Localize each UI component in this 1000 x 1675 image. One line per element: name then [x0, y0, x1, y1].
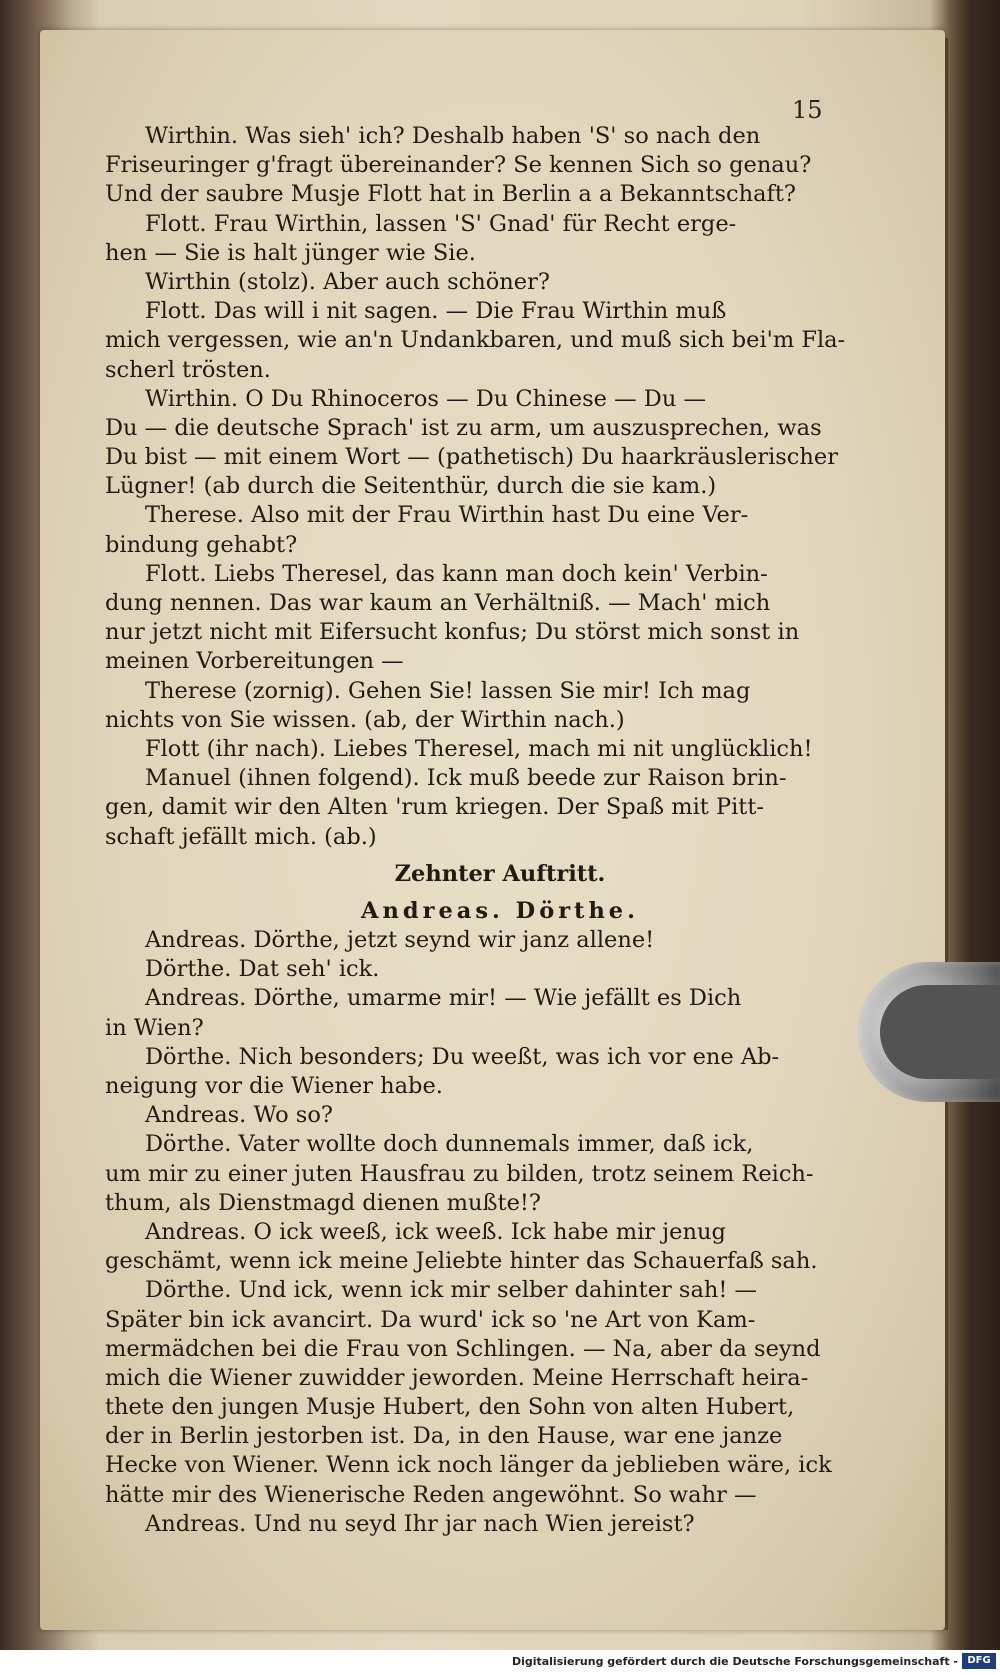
- text-line: Du — die deutsche Sprach' ist zu arm, um auszusprechen, was: [105, 414, 822, 441]
- text-line: hätte mir des Wienerische Reden angewöhnt. So wahr —: [105, 1481, 757, 1508]
- text-line: Und der saubre Musje Flott hat in Berlin a a Bekanntschaft?: [105, 181, 796, 208]
- text-line: Therese. Also mit der Frau Wirthin hast Du eine Ver-: [145, 502, 749, 529]
- text-line: dung nennen. Das war kaum an Verhältniß. — Mach' mich: [105, 590, 771, 616]
- text-line: Dörthe. Dat seh' ick.: [145, 956, 380, 983]
- text-line: der in Berlin jestorben ist. Da, in den Hause, war ene janze: [105, 1423, 783, 1450]
- text-line: nur jetzt nicht mit Eifersucht konfus; Du störst mich sonst in: [105, 619, 800, 646]
- text-line: Später bin ick avancirt. Da wurd' ick so 'ne Art von Kam-: [105, 1306, 756, 1333]
- text-line: scherl trösten.: [105, 356, 271, 383]
- footer-credit: Digitalisierung gefördert durch die Deutsche Forschungsgemeinschaft -: [511, 1655, 958, 1668]
- text-line: neigung vor die Wiener habe.: [105, 1073, 443, 1099]
- text-line: nichts von Sie wissen. (ab, der Wirthin nach.): [105, 706, 625, 733]
- text-line: Andreas. Dörthe, jetzt seynd wir janz allene!: [145, 927, 655, 954]
- text-line: Dörthe. Und ick, wenn ick mir selber dahinter sah! —: [145, 1277, 758, 1304]
- text-line: bindung gehabt?: [105, 531, 298, 558]
- text-line: Manuel (ihnen folgend). Ick muß beede zur Raison brin-: [145, 765, 787, 792]
- text-line: meinen Vorbereitungen —: [105, 648, 404, 675]
- text-line: gen, damit wir den Alten 'rum kriegen. Der Spaß mit Pitt-: [105, 794, 764, 821]
- text-line: Dörthe. Vater wollte doch dunnemals immer, daß ick,: [145, 1131, 754, 1158]
- dfg-logo: DFG: [962, 1653, 996, 1669]
- text-line: thete den jungen Musje Hubert, den Sohn von alten Hubert,: [105, 1394, 795, 1421]
- text-line: Andreas. Wo so?: [145, 1102, 333, 1129]
- page-text: [105, 122, 895, 1539]
- text-line: Andreas. Dörthe, umarme mir! — Wie jefällt es Dich: [145, 985, 742, 1012]
- text-line: Andreas. O ick weeß, ick weeß. Ick habe mir jenug: [145, 1218, 726, 1245]
- text-line: Hecke von Wiener. Wenn ick noch länger da jeblieben wäre, ick: [105, 1452, 832, 1479]
- text-line: mich die Wiener zuwidder jeworden. Meine Herrschaft heira-: [105, 1364, 809, 1391]
- page-clip-inner: [880, 985, 1000, 1079]
- text-line: Flott. Liebs Theresel, das kann man doch kein' Verbin-: [145, 560, 768, 587]
- text-line: Therese (zornig). Gehen Sie! lassen Sie mir! Ich mag: [145, 677, 751, 704]
- scene-heading: Zehnter Auftritt.: [394, 860, 606, 887]
- text-line: hen — Sie is halt jünger wie Sie.: [105, 239, 476, 266]
- text-line: Friseuringer g'fragt übereinander? Se kennen Sich so genau?: [105, 152, 812, 179]
- page-number: 15: [792, 96, 823, 124]
- text-line: in Wien?: [105, 1014, 204, 1041]
- text-line: thum, als Dienstmagd dienen mußte!?: [105, 1189, 541, 1216]
- text-line: Wirthin (stolz). Aber auch schöner?: [145, 268, 550, 295]
- text-line: Dörthe. Nich besonders; Du weeßt, was ich vor ene Ab-: [145, 1043, 780, 1070]
- text-line: mich vergessen, wie an'n Undankbaren, und muß sich bei'm Fla-: [105, 327, 846, 354]
- text-line: Wirthin. O Du Rhinoceros — Du Chinese — Du —: [145, 385, 706, 412]
- text-line: Flott. Frau Wirthin, lassen 'S' Gnad' für Recht erge-: [145, 210, 737, 237]
- scene-heading: Andreas. Dörthe.: [361, 897, 639, 924]
- text-line: mermädchen bei die Frau von Schlingen. — Na, aber da seynd: [105, 1335, 821, 1362]
- text-line: schaft jefällt mich. (ab.): [105, 823, 377, 850]
- text-line: Andreas. Und nu seyd Ihr jar nach Wien jereist?: [145, 1510, 695, 1537]
- text-line: Flott. Das will i nit sagen. — Die Frau Wirthin muß: [145, 298, 727, 325]
- text-line: um mir zu einer juten Hausfrau zu bilden, trotz seinem Reich-: [105, 1160, 814, 1187]
- text-line: Du bist — mit einem Wort — (pathetisch) Du haarkräuslerischer: [105, 444, 838, 471]
- text-line: Wirthin. Was sieh' ich? Deshalb haben 'S' so nach den: [145, 123, 761, 149]
- text-line: Lügner! (ab durch die Seitenthür, durch die sie kam.): [105, 473, 717, 500]
- text-line: geschämt, wenn ick meine Jeliebte hinter das Schauerfaß sah.: [105, 1248, 818, 1275]
- text-line: Flott (ihr nach). Liebes Theresel, mach mi nit unglücklich!: [145, 735, 813, 762]
